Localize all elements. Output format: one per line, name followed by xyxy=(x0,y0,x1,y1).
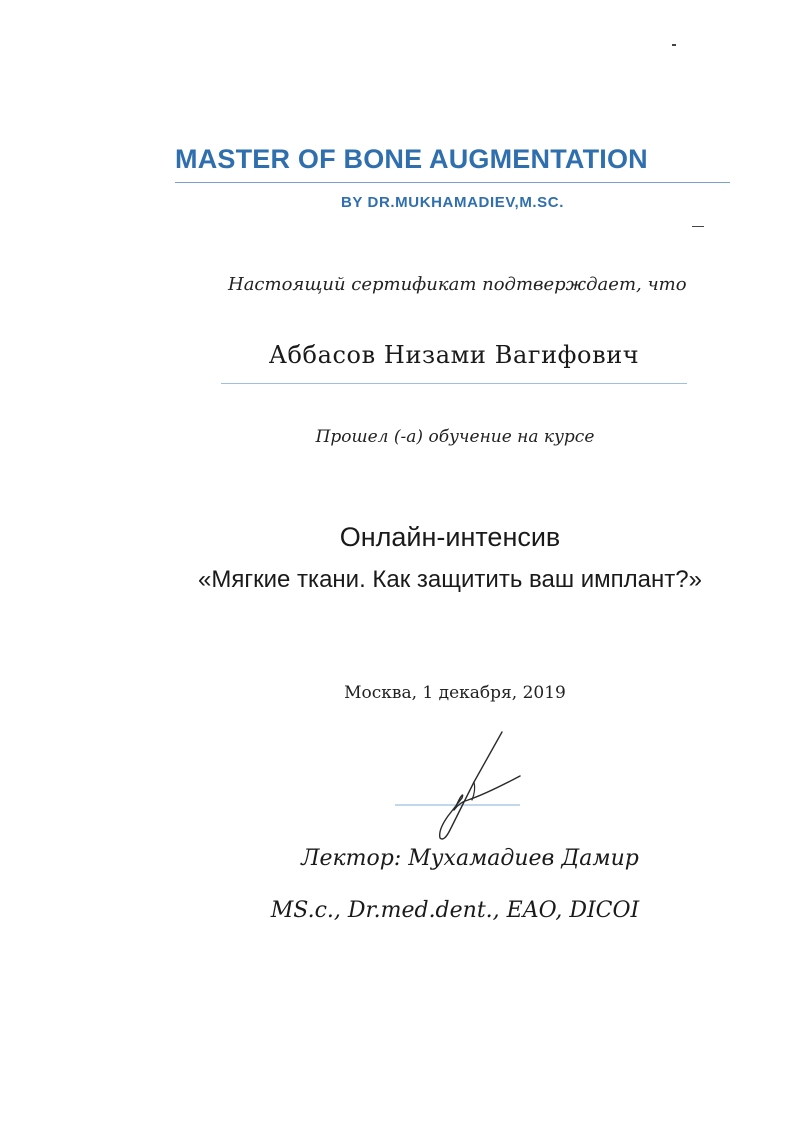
signature-icon xyxy=(390,720,540,860)
lecturer-credentials: MS.c., Dr.med.dent., EAO, DICOI xyxy=(270,898,640,923)
completed-text: Прошел (-а) обучение на курсе xyxy=(315,427,595,447)
scan-speck xyxy=(692,226,704,227)
program-author: BY DR.MUKHAMADIEV,M.SC. xyxy=(341,194,564,211)
program-title: MASTER OF BONE AUGMENTATION xyxy=(175,144,648,174)
recipient-underline xyxy=(221,383,687,384)
recipient-name: Аббасов Низами Вагифович xyxy=(268,341,640,369)
lecturer-name: Лектор: Мухамадиев Дамир xyxy=(301,846,639,871)
course-name: «Мягкие ткани. Как защитить ваш имплант?» xyxy=(198,566,702,593)
course-type: Онлайн-интенсив xyxy=(339,522,561,552)
certificate-intro: Настоящий сертификат подтверждает, что xyxy=(228,274,687,295)
title-divider xyxy=(175,182,730,183)
scan-speck xyxy=(672,44,676,46)
place-date: Москва, 1 декабря, 2019 xyxy=(344,683,566,703)
